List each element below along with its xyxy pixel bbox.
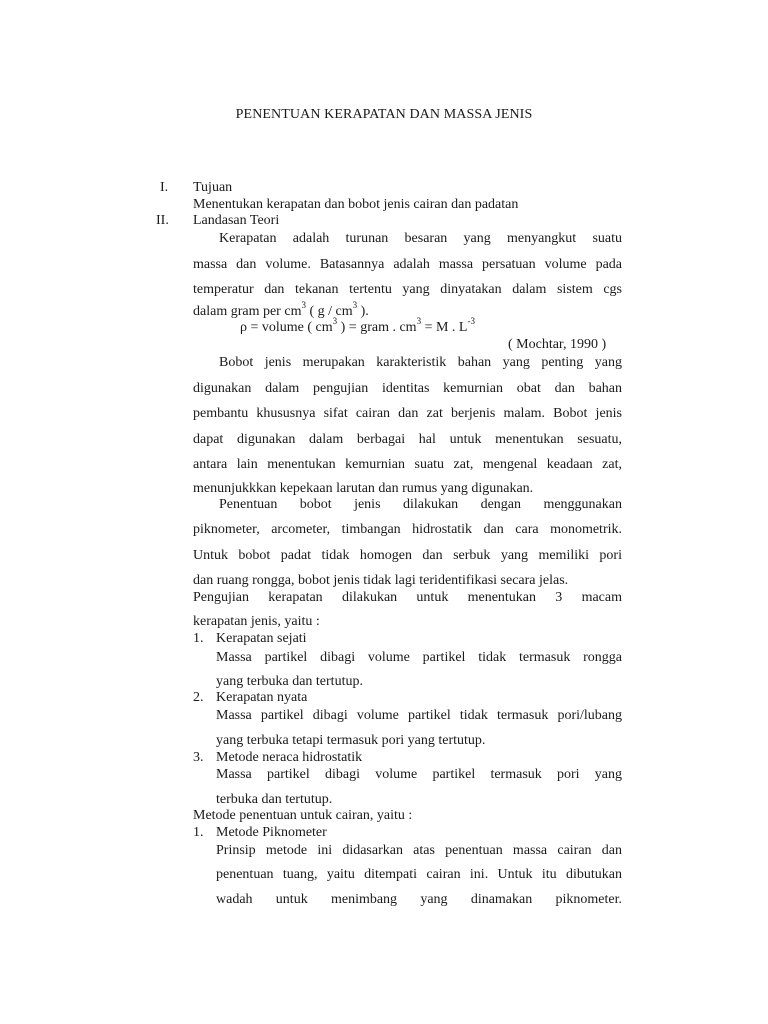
section-2-numeral: II.: [156, 213, 169, 228]
list-item-text: Massa partikel dibagi volume partikel termasuk pori yang: [216, 767, 622, 782]
method-text-line: penentuan tuang, yaitu ditempati cairan ini. Untuk itu dibutukan: [216, 867, 622, 882]
list-item-number: 3.: [193, 750, 204, 765]
section-1-heading: Tujuan: [193, 180, 233, 195]
para3-line: Untuk bobot padat tidak homogen dan serbuk yang memiliki pori: [193, 548, 622, 563]
page-title: PENENTUAN KERAPATAN DAN MASSA JENIS: [235, 107, 533, 122]
method-number: 1.: [193, 825, 204, 840]
para2-line: pembantu khususnya sifat cairan dan zat berjenis malam. Bobot jenis: [193, 406, 622, 421]
methods-intro: Metode penentuan untuk cairan, yaitu :: [193, 808, 413, 823]
method-text-line: wadah untuk menimbang yang dinamakan piknometer.: [216, 892, 622, 907]
para1-last-line: dalam gram per $cm^3$ ( g / $cm^3$ ).: [193, 300, 369, 319]
para3-last-line: dan ruang rongga, bobot jenis tidak lagi teridentifikasi secara jelas.: [193, 573, 569, 588]
method-text-line: Prinsip metode ini didasarkan atas penentuan massa cairan dan: [216, 843, 622, 858]
para3-line: piknometer, arcometer, timbangan hidrostatik dan cara monometrik.: [193, 522, 622, 537]
para4-line: Pengujian kerapatan dilakukan untuk menentukan 3 macam: [193, 590, 622, 605]
citation: ( Mochtar, 1990 ): [508, 337, 607, 352]
list-item-text: yang terbuka dan tertutup.: [216, 674, 363, 689]
list-item-text: Massa partikel dibagi volume partikel tidak termasuk rongga: [216, 650, 622, 665]
list-item-number: 1.: [193, 631, 204, 646]
section-1-numeral: I.: [160, 180, 169, 195]
list-item-label: Kerapatan nyata: [216, 690, 308, 705]
section-2-heading: Landasan Teori: [193, 213, 280, 228]
para2-last-line: menunjukkkan kepekaan larutan dan rumus yang digunakan.: [193, 481, 534, 496]
list-item-label: Kerapatan sejati: [216, 631, 307, 646]
method-label: Metode Piknometer: [216, 825, 327, 840]
list-item-text: terbuka dan tertutup.: [216, 792, 333, 807]
para2-line: Bobot jenis merupakan karakteristik bahan yang penting yang: [219, 355, 622, 370]
list-item-label: Metode neraca hidrostatik: [216, 750, 363, 765]
list-item-text: Massa partikel dibagi volume partikel tidak termasuk pori/lubang: [216, 708, 622, 723]
para1-line: massa dan volume. Batasannya adalah massa persatuan volume pada: [193, 257, 622, 272]
para1-line: temperatur dan tekanan tertentu yang dinyatakan dalam sistem cgs: [193, 282, 622, 297]
list-item-number: 2.: [193, 690, 204, 705]
para2-line: digunakan dalam pengujian identitas kemurnian obat dan bahan: [193, 381, 622, 396]
density-formula: ρ = volume ( $cm^3$ ) = gram . $cm^3 = M$ . $L^{-3}$: [240, 316, 475, 335]
para4-last-line: kerapatan jenis, yaitu :: [193, 614, 320, 629]
section-1-text: Menentukan kerapatan dan bobot jenis cairan dan padatan: [193, 197, 519, 212]
para3-line: Penentuan bobot jenis dilakukan dengan menggunakan: [219, 497, 622, 512]
para2-line: dapat digunakan dalam berbagai hal untuk menentukan sesuatu,: [193, 432, 622, 447]
para2-line: antara lain menentukan kemurnian suatu zat, mengenal keadaan zat,: [193, 457, 622, 472]
para1-line: Kerapatan adalah turunan besaran yang menyangkut suatu: [219, 231, 622, 246]
list-item-text: yang terbuka tetapi termasuk pori yang tertutup.: [216, 733, 486, 748]
